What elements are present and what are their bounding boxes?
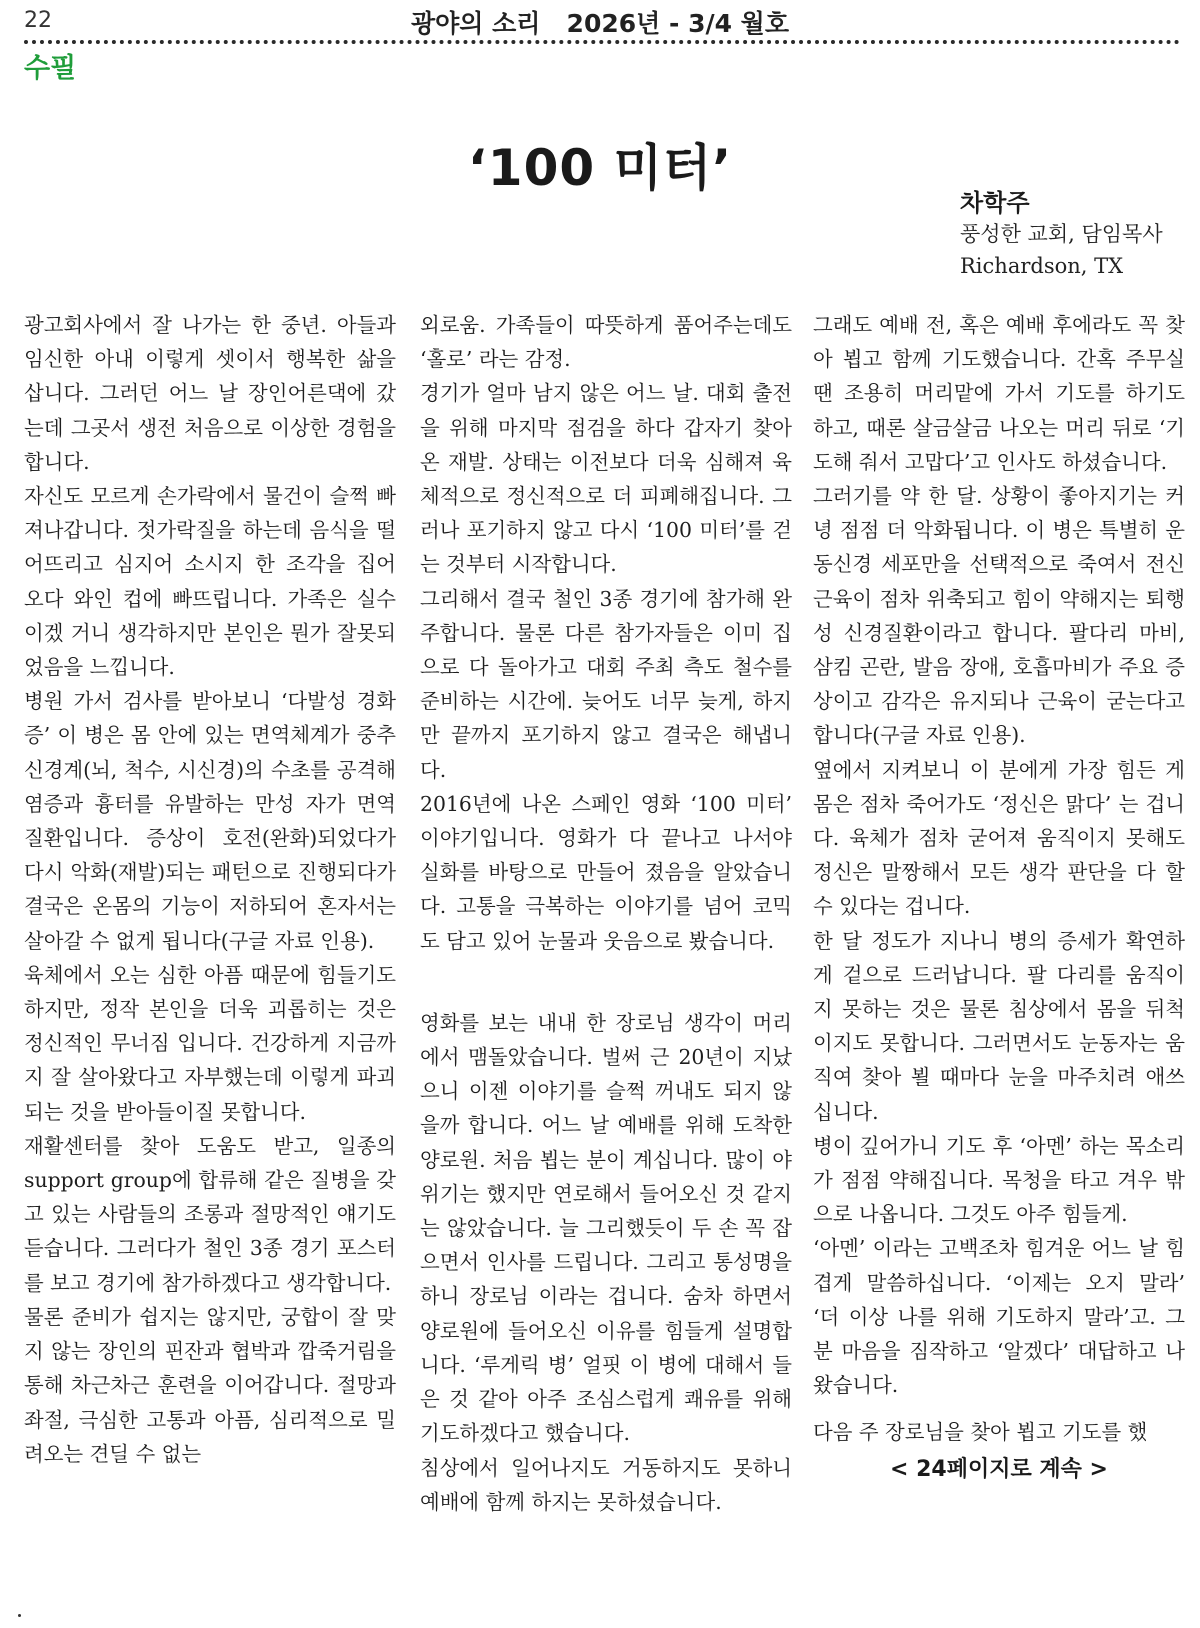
continued-notice: < 24페이지로 계속 > — [890, 1456, 1108, 1482]
section-label: 수필 — [24, 53, 77, 84]
paragraph: 외로움. 가족들이 따뜻하게 품어주는데도 ‘홀로’ 라는 감정. — [420, 313, 792, 372]
paragraph: 침상에서 일어나지도 거동하지도 못하니 예배에 함께 하지는 못하셨습니다. — [420, 1455, 792, 1514]
paragraph: 자신도 모르게 손가락에서 물건이 슬쩍 빠져나갑니다. 젓가락질을 하는데 음식을 떨어뜨리고 심지어 소시지 한 조각을 집어 오다 와인 컵에 빠뜨립니다. 가족은 실수 이겠 거니 생각하지만 본인은 뭔가 잘못되었음을 느낍니다. — [24, 484, 396, 680]
author-affiliation: 풍성한 교회, 담임목사 — [960, 222, 1163, 246]
masthead: 광야의 소리 2026년 - 3/4 월호 — [410, 9, 789, 38]
dotted-divider — [24, 40, 1180, 44]
paragraph: 그러기를 약 한 달. 상황이 좋아지기는 커녕 점점 더 악화됩니다. 이 병은 특별히 운동신경 세포만을 선택적으로 죽여서 전신 근육이 점차 위축되고 힘이 약해지는 퇴행성 신경질환이라고 합니다. 팔다리 마비, 삼킴 곤란, 발음 장애, 호흡마비가 주요 증상이고 감각은 유지되나 근육이 굳는다고 합니다(구글 자료 인용). — [813, 484, 1185, 748]
paragraph: 육체에서 오는 심한 아픔 때문에 힘들기도 하지만, 정작 본인을 더욱 괴롭히는 것은 정신적인 무너짐 입니다. 건강하게 지금까지 잘 살아왔다고 자부했는데 이렇게 파괴되는 것을 받아들이질 못합니다. — [24, 962, 396, 1124]
column-1 — [24, 308, 396, 1471]
page-header — [0, 0, 1200, 40]
page-number: 22 — [24, 8, 52, 33]
paragraph-gap — [813, 1403, 1185, 1415]
column-2 — [420, 308, 792, 1519]
paragraph: 경기가 얼마 남지 않은 어느 날. 대회 출전을 위해 마지막 점검을 하다 갑자기 찾아온 재발. 상태는 이전보다 더욱 심해져 육체적으로 정신적으로 더 피폐해집니다. 그러나 포기하지 않고 다시 ‘100 미터’를 걷는 것부터 시작합니다. — [420, 381, 792, 577]
column-3 — [813, 308, 1185, 1487]
paragraph: 영화를 보는 내내 한 장로님 생각이 머리에서 맴돌았습니다. 벌써 근 20년이 지났으니 이젠 이야기를 슬쩍 꺼내도 되지 않을까 합니다. 어느 날 예배를 위해 도착한 양로원. 처음 뵙는 분이 계십니다. 많이 야위기는 했지만 연로해서 들어오신 것 같지는 않았습니다. 늘 그리했듯이 두 손 꼭 잡으면서 인사를 드립니다. 그리고 통성명을 하니 장로님 이라는 겁니다. 숨차 하면서 양로원에 들어오신 이유를 힘들게 설명합니다. ‘루게릭 병’ 얼핏 이 병에 대해서 들은 것 같아 아주 조심스럽게 쾌유를 위해 기도하겠다고 했습니다. — [420, 1010, 792, 1446]
paragraph: 한 달 정도가 지나니 병의 증세가 확연하게 겉으로 드러납니다. 팔 다리를 움직이지 못하는 것은 물론 침상에서 몸을 뒤척이지도 못합니다. 그러면서도 눈동자는 움직여 찾아 뵐 때마다 눈을 마주치려 애쓰십니다. — [813, 928, 1185, 1124]
author-location: Richardson, TX — [960, 254, 1124, 278]
corner-mark — [18, 1614, 21, 1617]
paragraph-gap — [420, 958, 792, 1006]
paragraph: 다음 주 장로님을 찾아 뵙고 기도를 했 — [813, 1419, 1148, 1444]
paragraph: 병원 가서 검사를 받아보니 ‘다발성 경화증’ 이 병은 몸 안에 있는 면역체계가 중추신경계(뇌, 척수, 시신경)의 수초를 공격해 염증과 흉터를 유발하는 만성 자가 면역 질환입니다. 증상이 호전(완화)되었다가 다시 악화(재발)되는 패턴으로 진행되다가 결국은 온몸의 기능이 저하되어 혼자서는 살아갈 수 없게 됩니다(구글 자료 인용). — [24, 689, 396, 953]
paragraph: 그리해서 결국 철인 3종 경기에 참가해 완주합니다. 물론 다른 참가자들은 이미 집으로 다 돌아가고 대회 주최 측도 철수를 준비하는 시간에. 늦어도 너무 늦게, 하지만 끝까지 포기하지 않고 결국은 해냅니다. — [420, 586, 792, 782]
paragraph: 옆에서 지켜보니 이 분에게 가장 힘든 게 몸은 점차 죽어가도 ‘정신은 맑다’ 는 겁니다. 육체가 점차 굳어져 움직이지 못해도 정신은 말짱해서 모든 생각 판단을 다 할 수 있다는 겁니다. — [813, 757, 1185, 919]
author-name: 차학주 — [960, 189, 1030, 217]
paragraph: 병이 깊어가니 기도 후 ‘아멘’ 하는 목소리가 점점 약해집니다. 목청을 타고 겨우 밖으로 나옵니다. 그것도 아주 힘들게. — [813, 1133, 1185, 1227]
paragraph: ‘아멘’ 이라는 고백조차 힘겨운 어느 날 힘겹게 말씀하십니다. ‘이제는 오지 말라’ ‘더 이상 나를 위해 기도하지 말라’고. 그 분 마음을 짐작하고 ‘알겠다’ 대답하고 나왔습니다. — [813, 1236, 1185, 1398]
paragraph: 2016년에 나온 스페인 영화 ‘100 미터’ 이야기입니다. 영화가 다 끝나고 나서야 실화를 바탕으로 만들어 졌음을 알았습니다. 고통을 극복하는 이야기를 넘어 코믹도 담고 있어 눈물과 웃음으로 봤습니다. — [420, 791, 792, 953]
byline — [960, 188, 1190, 282]
paragraph: 재활센터를 찾아 도움도 받고, 일종의 support group에 합류해 같은 질병을 갖고 있는 사람들의 조롱과 절망적인 얘기도 듣습니다. 그러다가 철인 3종 경기 포스터를 보고 경기에 참가하겠다고 생각합니다. — [24, 1133, 396, 1295]
paragraph: 물론 준비가 쉽지는 않지만, 궁합이 잘 맞지 않는 장인의 핀잔과 협박과 깝죽거림을 통해 차근차근 훈련을 이어갑니다. 절망과 좌절, 극심한 고통과 아픔, 심리적으로 밀려오는 견딜 수 없는 — [24, 1304, 396, 1466]
paragraph: 그래도 예배 전, 혹은 예배 후에라도 꼭 찾아 뵙고 함께 기도했습니다. 간혹 주무실 땐 조용히 머리맡에 가서 기도를 하기도 하고, 때론 살금살금 나오는 머리 뒤로 ‘기도해 줘서 고맙다’고 인사도 하셨습니다. — [813, 313, 1185, 474]
article-title: ‘100 미터’ — [467, 139, 733, 197]
paragraph: 광고회사에서 잘 나가는 한 중년. 아들과 임신한 아내 이렇게 셋이서 행복한 삶을 삽니다. 그러던 어느 날 장인어른댁에 갔는데 그곳서 생전 처음으로 이상한 경험을 합니다. — [24, 313, 396, 474]
